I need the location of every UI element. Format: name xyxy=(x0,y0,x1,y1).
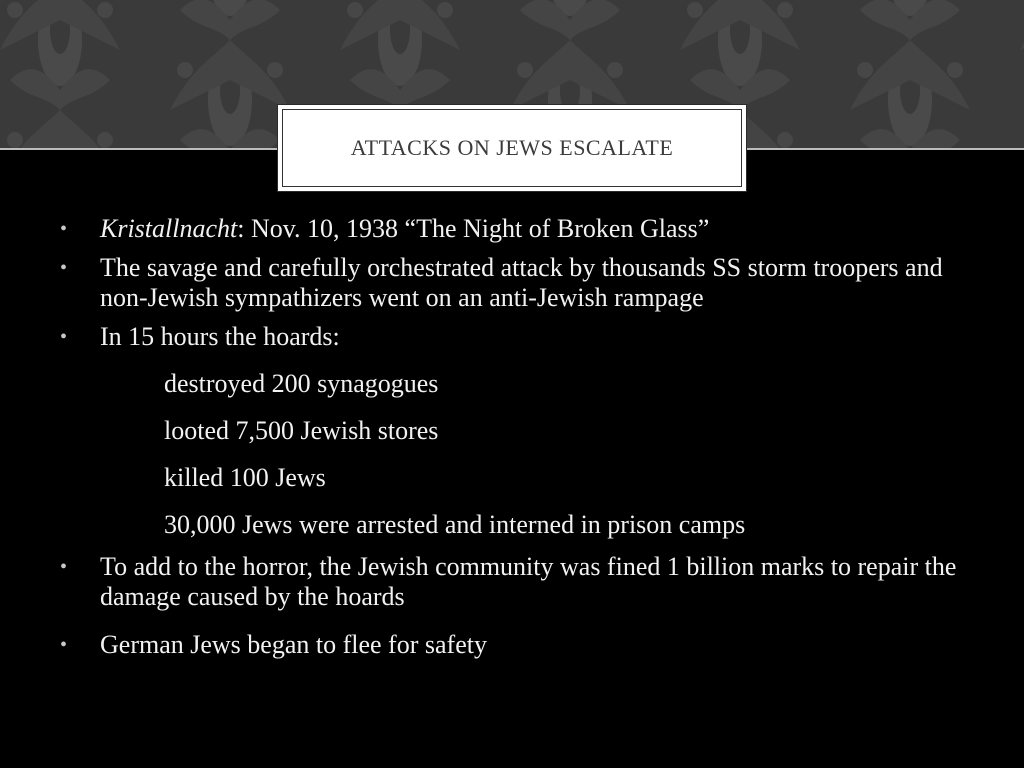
kristallnacht-term: Kristallnacht xyxy=(100,214,238,243)
bullet-text: The savage and carefully orchestrated attack by thousands SS storm troopers and non-Jewish sympathizers went on an anti-Jewish rampage xyxy=(100,253,943,312)
bullet-item xyxy=(58,630,978,660)
bullet-text: To add to the horror, the Jewish community was fined 1 billion marks to repair the damage caused by the hoards xyxy=(100,552,957,611)
slide-title: ATTACKS ON JEWS ESCALATE xyxy=(350,135,674,160)
bullet-text: German Jews began to flee for safety xyxy=(100,630,487,659)
bullet-item xyxy=(58,253,978,313)
bullet-item xyxy=(58,214,978,244)
sub-item: 30,000 Jews were arrested and interned in prison camps xyxy=(164,510,746,539)
sub-item: looted 7,500 Jewish stores xyxy=(164,416,439,445)
bullet-icon: • xyxy=(60,326,68,348)
bullet-item xyxy=(58,552,978,612)
bullet-icon: • xyxy=(60,257,68,279)
title-box-inner-border xyxy=(282,109,742,187)
title-box xyxy=(277,104,747,192)
bullet-icon: • xyxy=(60,218,68,240)
bullet-text: : Nov. 10, 1938 “The Night of Broken Glass” xyxy=(237,214,710,243)
bullet-icon: • xyxy=(60,556,68,578)
bullet-icon: • xyxy=(60,634,68,656)
sub-item: destroyed 200 synagogues xyxy=(164,369,439,398)
slide-body xyxy=(58,214,978,669)
sub-item: killed 100 Jews xyxy=(164,463,326,492)
bullet-text: In 15 hours the hoards: xyxy=(100,322,340,351)
bullet-item xyxy=(58,322,978,352)
